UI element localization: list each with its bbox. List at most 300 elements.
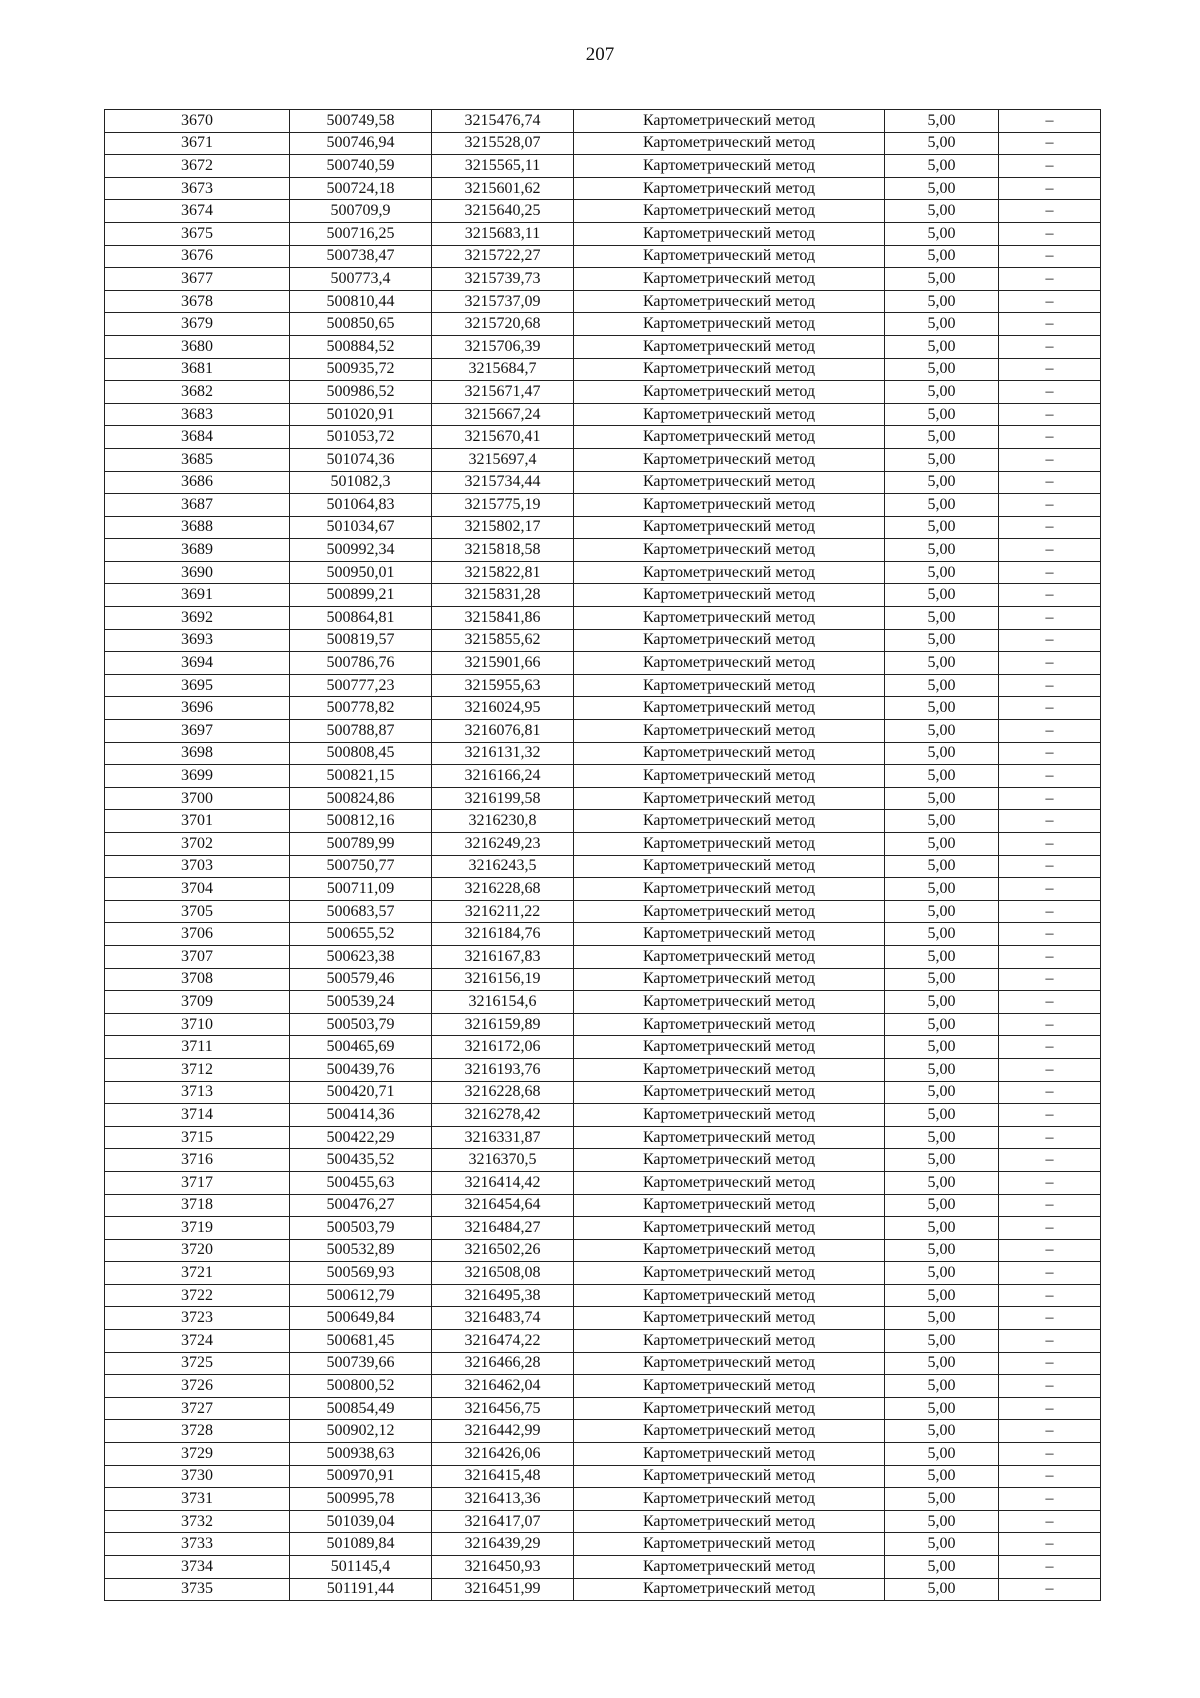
x-coordinate-cell: 500420,71 <box>290 1081 432 1104</box>
accuracy-cell: 5,00 <box>885 1104 999 1127</box>
method-cell: Картометрический метод <box>574 1443 885 1466</box>
accuracy-cell: 5,00 <box>885 426 999 449</box>
accuracy-cell: 5,00 <box>885 810 999 833</box>
x-coordinate-cell: 500750,77 <box>290 855 432 878</box>
accuracy-cell: 5,00 <box>885 200 999 223</box>
note-cell: – <box>999 268 1101 291</box>
x-coordinate-cell: 500812,16 <box>290 810 432 833</box>
point-number-cell: 3711 <box>105 1036 290 1059</box>
method-cell: Картометрический метод <box>574 516 885 539</box>
point-number-cell: 3675 <box>105 222 290 245</box>
method-cell: Картометрический метод <box>574 991 885 1014</box>
table-row <box>105 290 1101 313</box>
point-number-cell: 3707 <box>105 945 290 968</box>
method-cell: Картометрический метод <box>574 1307 885 1330</box>
table-row <box>105 945 1101 968</box>
method-cell: Картометрический метод <box>574 878 885 901</box>
x-coordinate-cell: 500465,69 <box>290 1036 432 1059</box>
note-cell: – <box>999 991 1101 1014</box>
accuracy-cell: 5,00 <box>885 1217 999 1240</box>
table-row <box>105 1578 1101 1601</box>
y-coordinate-cell: 3216450,93 <box>432 1556 574 1579</box>
y-coordinate-cell: 3215476,74 <box>432 110 574 133</box>
note-cell: – <box>999 1013 1101 1036</box>
note-cell: – <box>999 1465 1101 1488</box>
method-cell: Картометрический метод <box>574 381 885 404</box>
x-coordinate-cell: 500810,44 <box>290 290 432 313</box>
method-cell: Картометрический метод <box>574 245 885 268</box>
note-cell: – <box>999 426 1101 449</box>
x-coordinate-cell: 500612,79 <box>290 1284 432 1307</box>
note-cell: – <box>999 471 1101 494</box>
x-coordinate-cell: 500683,57 <box>290 900 432 923</box>
method-cell: Картометрический метод <box>574 539 885 562</box>
method-cell: Картометрический метод <box>574 765 885 788</box>
point-number-cell: 3697 <box>105 720 290 743</box>
accuracy-cell: 5,00 <box>885 245 999 268</box>
x-coordinate-cell: 500777,23 <box>290 674 432 697</box>
y-coordinate-cell: 3216211,22 <box>432 900 574 923</box>
accuracy-cell: 5,00 <box>885 1578 999 1601</box>
accuracy-cell: 5,00 <box>885 471 999 494</box>
accuracy-cell: 5,00 <box>885 629 999 652</box>
table-row <box>105 968 1101 991</box>
y-coordinate-cell: 3216193,76 <box>432 1058 574 1081</box>
x-coordinate-cell: 501034,67 <box>290 516 432 539</box>
table-row <box>105 1443 1101 1466</box>
x-coordinate-cell: 500414,36 <box>290 1104 432 1127</box>
accuracy-cell: 5,00 <box>885 1171 999 1194</box>
y-coordinate-cell: 3215697,4 <box>432 448 574 471</box>
point-number-cell: 3733 <box>105 1533 290 1556</box>
table-row <box>105 1488 1101 1511</box>
point-number-cell: 3686 <box>105 471 290 494</box>
method-cell: Картометрический метод <box>574 335 885 358</box>
x-coordinate-cell: 500950,01 <box>290 561 432 584</box>
table-row <box>105 607 1101 630</box>
point-number-cell: 3731 <box>105 1488 290 1511</box>
table-row <box>105 1239 1101 1262</box>
accuracy-cell: 5,00 <box>885 1397 999 1420</box>
accuracy-cell: 5,00 <box>885 787 999 810</box>
method-cell: Картометрический метод <box>574 1194 885 1217</box>
x-coordinate-cell: 501074,36 <box>290 448 432 471</box>
method-cell: Картометрический метод <box>574 945 885 968</box>
table-row <box>105 1284 1101 1307</box>
accuracy-cell: 5,00 <box>885 923 999 946</box>
method-cell: Картометрический метод <box>574 1013 885 1036</box>
note-cell: – <box>999 1217 1101 1240</box>
y-coordinate-cell: 3216199,58 <box>432 787 574 810</box>
x-coordinate-cell: 500503,79 <box>290 1217 432 1240</box>
method-cell: Картометрический метод <box>574 1578 885 1601</box>
y-coordinate-cell: 3216454,64 <box>432 1194 574 1217</box>
method-cell: Картометрический метод <box>574 222 885 245</box>
method-cell: Картометрический метод <box>574 1397 885 1420</box>
table-row <box>105 878 1101 901</box>
note-cell: – <box>999 381 1101 404</box>
y-coordinate-cell: 3216076,81 <box>432 720 574 743</box>
accuracy-cell: 5,00 <box>885 177 999 200</box>
y-coordinate-cell: 3216439,29 <box>432 1533 574 1556</box>
method-cell: Картометрический метод <box>574 1149 885 1172</box>
point-number-cell: 3688 <box>105 516 290 539</box>
accuracy-cell: 5,00 <box>885 742 999 765</box>
note-cell: – <box>999 110 1101 133</box>
note-cell: – <box>999 833 1101 856</box>
accuracy-cell: 5,00 <box>885 652 999 675</box>
table-row <box>105 584 1101 607</box>
table-row <box>105 200 1101 223</box>
accuracy-cell: 5,00 <box>885 1126 999 1149</box>
x-coordinate-cell: 500716,25 <box>290 222 432 245</box>
method-cell: Картометрический метод <box>574 787 885 810</box>
method-cell: Картометрический метод <box>574 1510 885 1533</box>
y-coordinate-cell: 3215670,41 <box>432 426 574 449</box>
x-coordinate-cell: 500864,81 <box>290 607 432 630</box>
accuracy-cell: 5,00 <box>885 358 999 381</box>
point-number-cell: 3701 <box>105 810 290 833</box>
point-number-cell: 3687 <box>105 494 290 517</box>
y-coordinate-cell: 3216502,26 <box>432 1239 574 1262</box>
method-cell: Картометрический метод <box>574 200 885 223</box>
point-number-cell: 3720 <box>105 1239 290 1262</box>
point-number-cell: 3684 <box>105 426 290 449</box>
y-coordinate-cell: 3216156,19 <box>432 968 574 991</box>
x-coordinate-cell: 500773,4 <box>290 268 432 291</box>
method-cell: Картометрический метод <box>574 561 885 584</box>
x-coordinate-cell: 500824,86 <box>290 787 432 810</box>
table-row <box>105 1465 1101 1488</box>
y-coordinate-cell: 3215565,11 <box>432 155 574 178</box>
point-number-cell: 3734 <box>105 1556 290 1579</box>
point-number-cell: 3672 <box>105 155 290 178</box>
note-cell: – <box>999 742 1101 765</box>
table-row <box>105 1149 1101 1172</box>
table-row <box>105 1533 1101 1556</box>
method-cell: Картометрический метод <box>574 1330 885 1353</box>
method-cell: Картометрический метод <box>574 313 885 336</box>
point-number-cell: 3718 <box>105 1194 290 1217</box>
note-cell: – <box>999 539 1101 562</box>
method-cell: Картометрический метод <box>574 1171 885 1194</box>
method-cell: Картометрический метод <box>574 1420 885 1443</box>
note-cell: – <box>999 177 1101 200</box>
y-coordinate-cell: 3216442,99 <box>432 1420 574 1443</box>
method-cell: Картометрический метод <box>574 833 885 856</box>
table-row <box>105 697 1101 720</box>
point-number-cell: 3679 <box>105 313 290 336</box>
note-cell: – <box>999 222 1101 245</box>
table-row <box>105 1217 1101 1240</box>
point-number-cell: 3695 <box>105 674 290 697</box>
x-coordinate-cell: 501020,91 <box>290 403 432 426</box>
note-cell: – <box>999 1375 1101 1398</box>
point-number-cell: 3704 <box>105 878 290 901</box>
point-number-cell: 3689 <box>105 539 290 562</box>
accuracy-cell: 5,00 <box>885 448 999 471</box>
point-number-cell: 3671 <box>105 132 290 155</box>
table-row <box>105 1375 1101 1398</box>
method-cell: Картометрический метод <box>574 155 885 178</box>
note-cell: – <box>999 1578 1101 1601</box>
note-cell: – <box>999 1239 1101 1262</box>
x-coordinate-cell: 500739,66 <box>290 1352 432 1375</box>
x-coordinate-cell: 500854,49 <box>290 1397 432 1420</box>
table-row <box>105 1420 1101 1443</box>
table-row <box>105 652 1101 675</box>
x-coordinate-cell: 500476,27 <box>290 1194 432 1217</box>
y-coordinate-cell: 3215775,19 <box>432 494 574 517</box>
note-cell: – <box>999 629 1101 652</box>
point-number-cell: 3732 <box>105 1510 290 1533</box>
note-cell: – <box>999 1194 1101 1217</box>
y-coordinate-cell: 3216483,74 <box>432 1307 574 1330</box>
point-number-cell: 3699 <box>105 765 290 788</box>
accuracy-cell: 5,00 <box>885 381 999 404</box>
method-cell: Картометрический метод <box>574 855 885 878</box>
method-cell: Картометрический метод <box>574 1533 885 1556</box>
point-number-cell: 3725 <box>105 1352 290 1375</box>
note-cell: – <box>999 516 1101 539</box>
accuracy-cell: 5,00 <box>885 991 999 1014</box>
table-row <box>105 787 1101 810</box>
note-cell: – <box>999 1058 1101 1081</box>
point-number-cell: 3676 <box>105 245 290 268</box>
x-coordinate-cell: 500709,9 <box>290 200 432 223</box>
table-row <box>105 245 1101 268</box>
method-cell: Картометрический метод <box>574 1217 885 1240</box>
note-cell: – <box>999 923 1101 946</box>
note-cell: – <box>999 720 1101 743</box>
accuracy-cell: 5,00 <box>885 155 999 178</box>
note-cell: – <box>999 1126 1101 1149</box>
note-cell: – <box>999 358 1101 381</box>
x-coordinate-cell: 500532,89 <box>290 1239 432 1262</box>
accuracy-cell: 5,00 <box>885 697 999 720</box>
x-coordinate-cell: 500681,45 <box>290 1330 432 1353</box>
note-cell: – <box>999 900 1101 923</box>
table-row <box>105 132 1101 155</box>
accuracy-cell: 5,00 <box>885 222 999 245</box>
y-coordinate-cell: 3215706,39 <box>432 335 574 358</box>
accuracy-cell: 5,00 <box>885 855 999 878</box>
accuracy-cell: 5,00 <box>885 833 999 856</box>
note-cell: – <box>999 155 1101 178</box>
coordinates-table <box>104 109 1101 1601</box>
method-cell: Картометрический метод <box>574 1126 885 1149</box>
x-coordinate-cell: 500935,72 <box>290 358 432 381</box>
point-number-cell: 3703 <box>105 855 290 878</box>
method-cell: Картометрический метод <box>574 1239 885 1262</box>
x-coordinate-cell: 501145,4 <box>290 1556 432 1579</box>
point-number-cell: 3721 <box>105 1262 290 1285</box>
accuracy-cell: 5,00 <box>885 945 999 968</box>
note-cell: – <box>999 855 1101 878</box>
x-coordinate-cell: 500986,52 <box>290 381 432 404</box>
accuracy-cell: 5,00 <box>885 1036 999 1059</box>
point-number-cell: 3705 <box>105 900 290 923</box>
x-coordinate-cell: 500435,52 <box>290 1149 432 1172</box>
y-coordinate-cell: 3216426,06 <box>432 1443 574 1466</box>
point-number-cell: 3727 <box>105 1397 290 1420</box>
table-row <box>105 629 1101 652</box>
y-coordinate-cell: 3215901,66 <box>432 652 574 675</box>
y-coordinate-cell: 3216184,76 <box>432 923 574 946</box>
point-number-cell: 3678 <box>105 290 290 313</box>
accuracy-cell: 5,00 <box>885 516 999 539</box>
coordinates-table-body <box>105 110 1101 1601</box>
note-cell: – <box>999 494 1101 517</box>
note-cell: – <box>999 878 1101 901</box>
x-coordinate-cell: 501082,3 <box>290 471 432 494</box>
y-coordinate-cell: 3215841,86 <box>432 607 574 630</box>
accuracy-cell: 5,00 <box>885 1375 999 1398</box>
method-cell: Картометрический метод <box>574 426 885 449</box>
note-cell: – <box>999 1036 1101 1059</box>
note-cell: – <box>999 290 1101 313</box>
accuracy-cell: 5,00 <box>885 1352 999 1375</box>
accuracy-cell: 5,00 <box>885 335 999 358</box>
accuracy-cell: 5,00 <box>885 561 999 584</box>
table-row <box>105 381 1101 404</box>
point-number-cell: 3713 <box>105 1081 290 1104</box>
accuracy-cell: 5,00 <box>885 765 999 788</box>
x-coordinate-cell: 500539,24 <box>290 991 432 1014</box>
accuracy-cell: 5,00 <box>885 1443 999 1466</box>
point-number-cell: 3693 <box>105 629 290 652</box>
accuracy-cell: 5,00 <box>885 1488 999 1511</box>
y-coordinate-cell: 3216508,08 <box>432 1262 574 1285</box>
table-row <box>105 1104 1101 1127</box>
table-row <box>105 335 1101 358</box>
y-coordinate-cell: 3215737,09 <box>432 290 574 313</box>
method-cell: Картометрический метод <box>574 1058 885 1081</box>
table-row <box>105 471 1101 494</box>
y-coordinate-cell: 3215667,24 <box>432 403 574 426</box>
x-coordinate-cell: 500884,52 <box>290 335 432 358</box>
note-cell: – <box>999 1397 1101 1420</box>
accuracy-cell: 5,00 <box>885 494 999 517</box>
table-row <box>105 448 1101 471</box>
x-coordinate-cell: 500749,58 <box>290 110 432 133</box>
y-coordinate-cell: 3216413,36 <box>432 1488 574 1511</box>
method-cell: Картометрический метод <box>574 448 885 471</box>
accuracy-cell: 5,00 <box>885 110 999 133</box>
point-number-cell: 3715 <box>105 1126 290 1149</box>
accuracy-cell: 5,00 <box>885 1307 999 1330</box>
point-number-cell: 3706 <box>105 923 290 946</box>
page-number: 207 <box>585 44 615 65</box>
point-number-cell: 3673 <box>105 177 290 200</box>
table-row <box>105 900 1101 923</box>
note-cell: – <box>999 1330 1101 1353</box>
y-coordinate-cell: 3215734,44 <box>432 471 574 494</box>
point-number-cell: 3716 <box>105 1149 290 1172</box>
table-row <box>105 674 1101 697</box>
x-coordinate-cell: 500422,29 <box>290 1126 432 1149</box>
point-number-cell: 3677 <box>105 268 290 291</box>
accuracy-cell: 5,00 <box>885 1262 999 1285</box>
x-coordinate-cell: 501089,84 <box>290 1533 432 1556</box>
table-row <box>105 1126 1101 1149</box>
point-number-cell: 3682 <box>105 381 290 404</box>
note-cell: – <box>999 1556 1101 1579</box>
x-coordinate-cell: 500808,45 <box>290 742 432 765</box>
note-cell: – <box>999 765 1101 788</box>
table-row <box>105 991 1101 1014</box>
note-cell: – <box>999 810 1101 833</box>
x-coordinate-cell: 500740,59 <box>290 155 432 178</box>
accuracy-cell: 5,00 <box>885 878 999 901</box>
y-coordinate-cell: 3216495,38 <box>432 1284 574 1307</box>
point-number-cell: 3719 <box>105 1217 290 1240</box>
method-cell: Картометрический метод <box>574 900 885 923</box>
note-cell: – <box>999 335 1101 358</box>
y-coordinate-cell: 3216228,68 <box>432 1081 574 1104</box>
accuracy-cell: 5,00 <box>885 1465 999 1488</box>
y-coordinate-cell: 3215720,68 <box>432 313 574 336</box>
note-cell: – <box>999 1081 1101 1104</box>
x-coordinate-cell: 500579,46 <box>290 968 432 991</box>
method-cell: Картометрический метод <box>574 968 885 991</box>
y-coordinate-cell: 3216484,27 <box>432 1217 574 1240</box>
accuracy-cell: 5,00 <box>885 1533 999 1556</box>
note-cell: – <box>999 403 1101 426</box>
y-coordinate-cell: 3215822,81 <box>432 561 574 584</box>
y-coordinate-cell: 3216417,07 <box>432 1510 574 1533</box>
point-number-cell: 3680 <box>105 335 290 358</box>
x-coordinate-cell: 500788,87 <box>290 720 432 743</box>
method-cell: Картометрический метод <box>574 810 885 833</box>
y-coordinate-cell: 3216167,83 <box>432 945 574 968</box>
x-coordinate-cell: 500992,34 <box>290 539 432 562</box>
method-cell: Картометрический метод <box>574 629 885 652</box>
table-row <box>105 1352 1101 1375</box>
table-row <box>105 313 1101 336</box>
y-coordinate-cell: 3215722,27 <box>432 245 574 268</box>
table-row <box>105 1081 1101 1104</box>
note-cell: – <box>999 1443 1101 1466</box>
table-row <box>105 1036 1101 1059</box>
accuracy-cell: 5,00 <box>885 1420 999 1443</box>
accuracy-cell: 5,00 <box>885 1556 999 1579</box>
point-number-cell: 3700 <box>105 787 290 810</box>
method-cell: Картометрический метод <box>574 697 885 720</box>
point-number-cell: 3708 <box>105 968 290 991</box>
accuracy-cell: 5,00 <box>885 290 999 313</box>
accuracy-cell: 5,00 <box>885 1013 999 1036</box>
method-cell: Картометрический метод <box>574 1104 885 1127</box>
table-row <box>105 155 1101 178</box>
x-coordinate-cell: 500623,38 <box>290 945 432 968</box>
accuracy-cell: 5,00 <box>885 900 999 923</box>
y-coordinate-cell: 3216024,95 <box>432 697 574 720</box>
table-row <box>105 720 1101 743</box>
method-cell: Картометрический метод <box>574 1081 885 1104</box>
y-coordinate-cell: 3216243,5 <box>432 855 574 878</box>
accuracy-cell: 5,00 <box>885 674 999 697</box>
x-coordinate-cell: 500778,82 <box>290 697 432 720</box>
point-number-cell: 3730 <box>105 1465 290 1488</box>
y-coordinate-cell: 3216131,32 <box>432 742 574 765</box>
y-coordinate-cell: 3215739,73 <box>432 268 574 291</box>
method-cell: Картометрический метод <box>574 358 885 381</box>
method-cell: Картометрический метод <box>574 1465 885 1488</box>
point-number-cell: 3702 <box>105 833 290 856</box>
x-coordinate-cell: 500738,47 <box>290 245 432 268</box>
note-cell: – <box>999 1488 1101 1511</box>
